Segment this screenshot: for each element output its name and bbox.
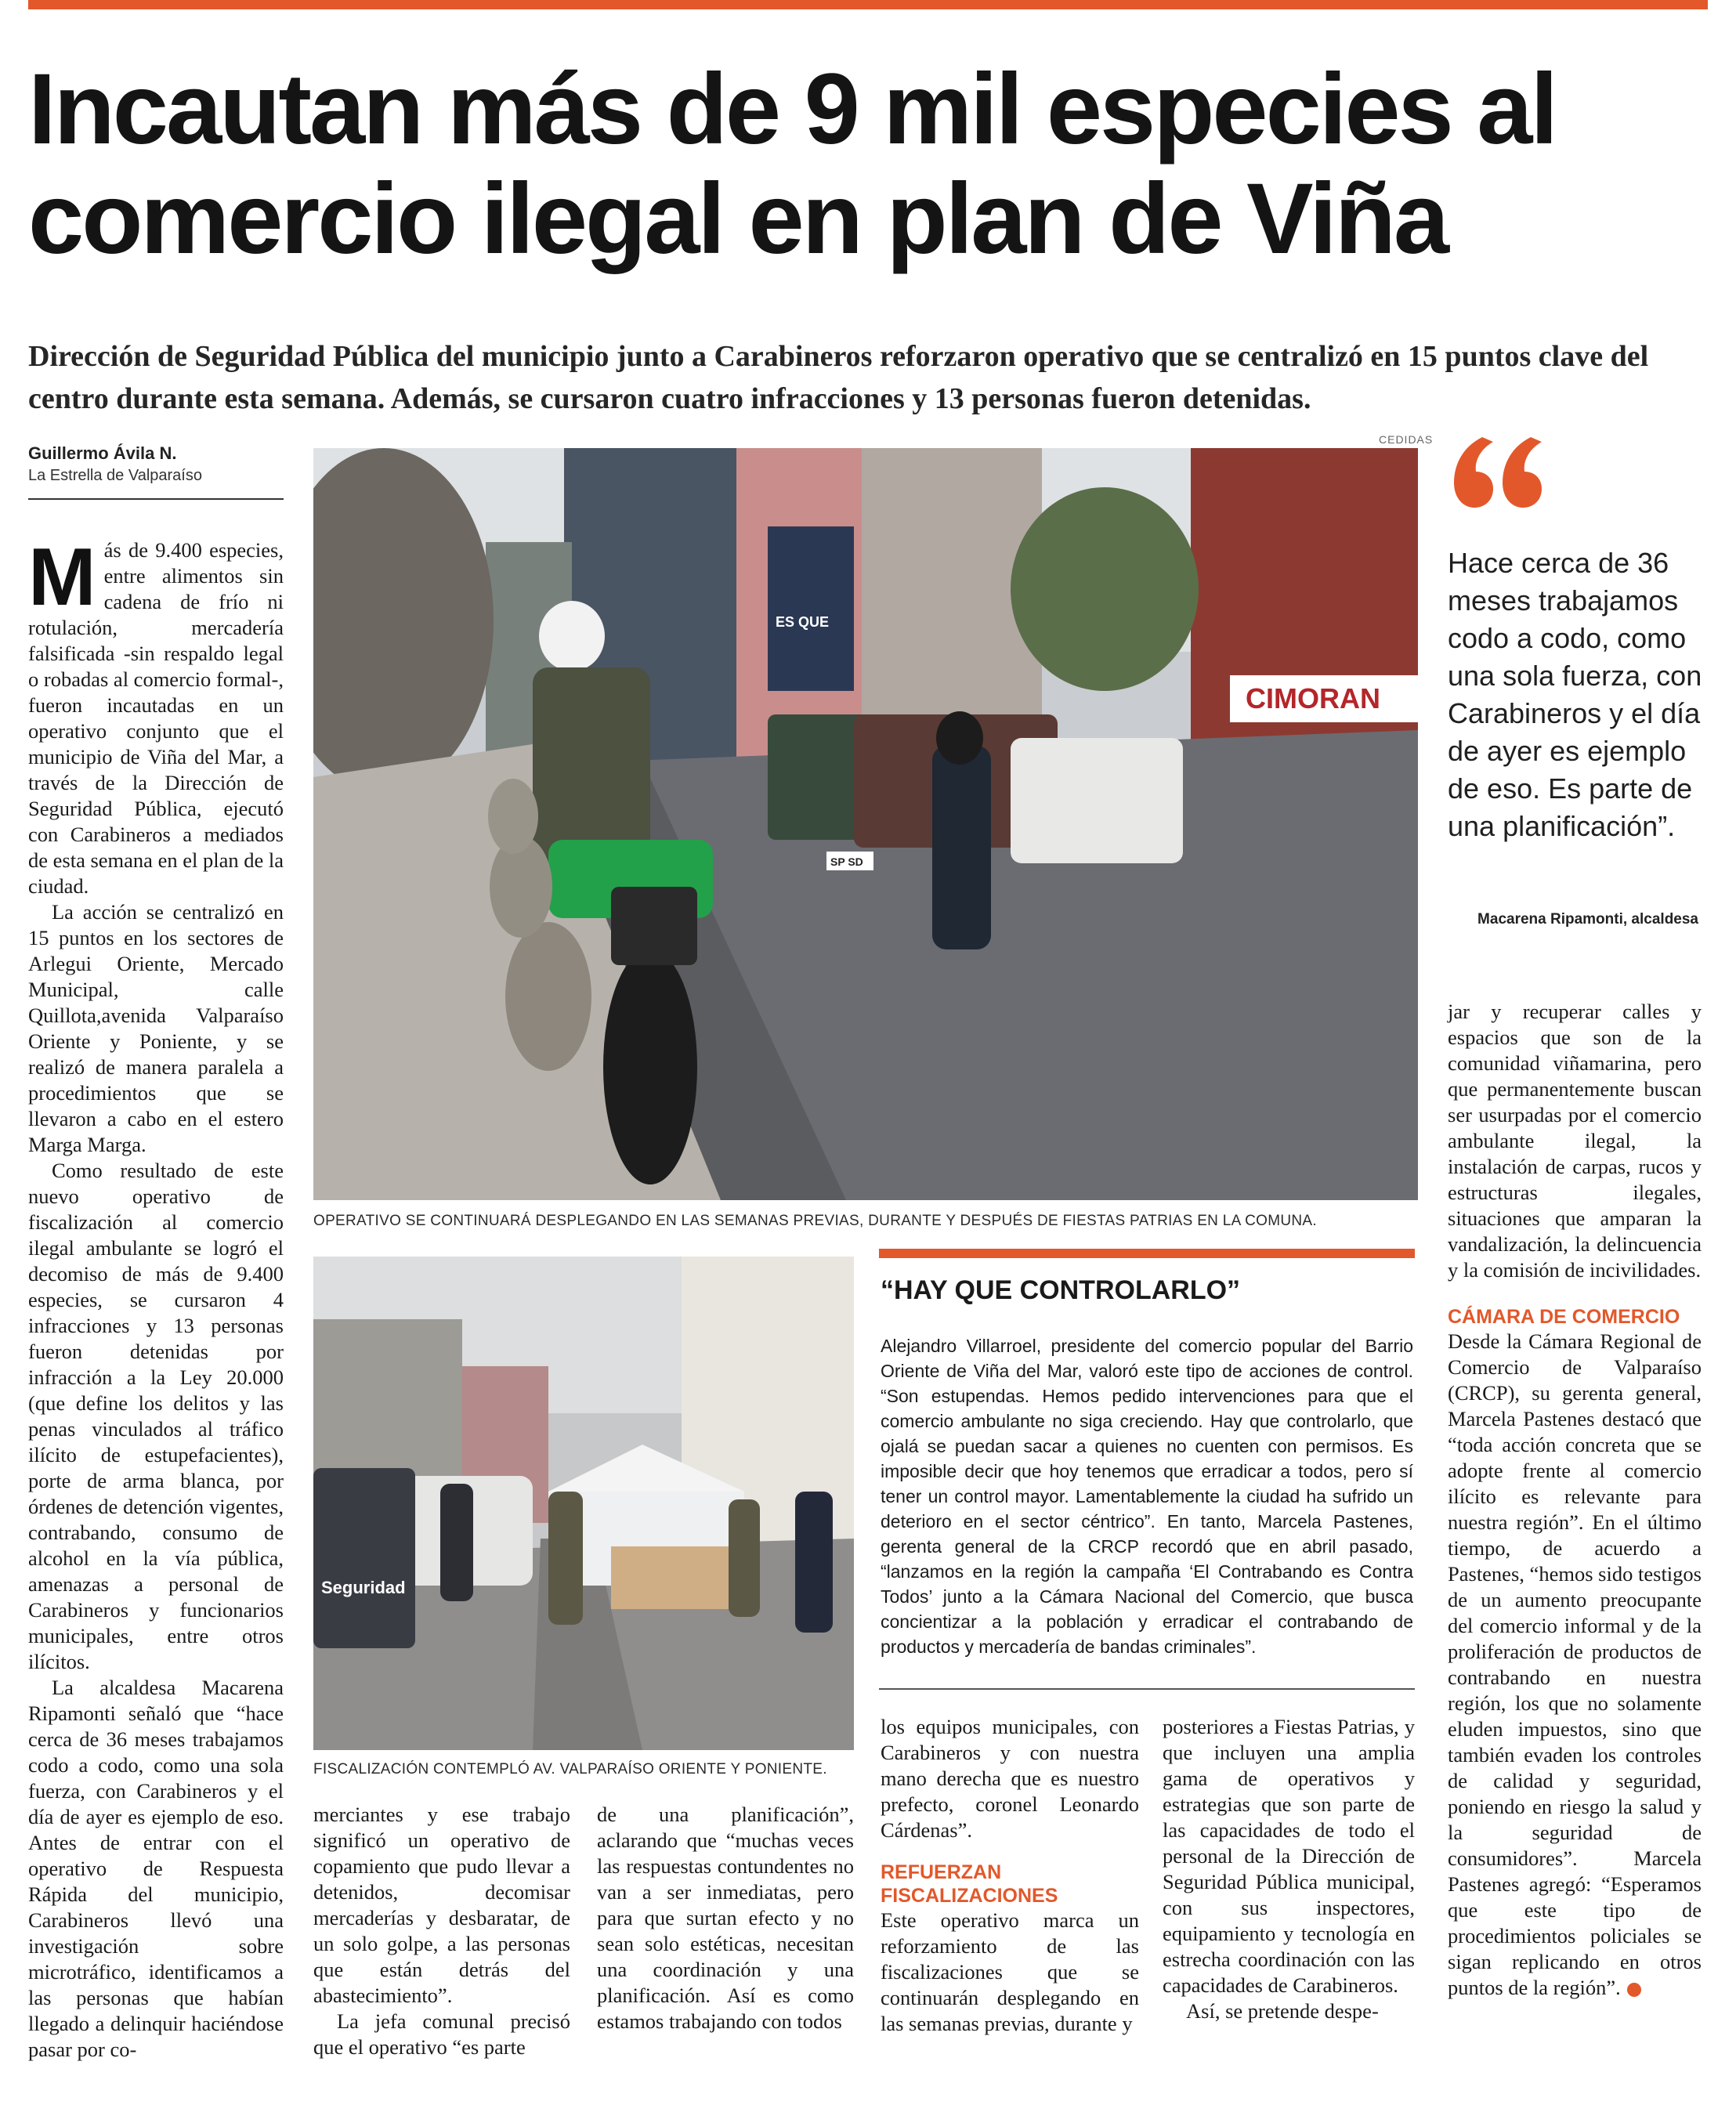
article-column-6 — [1448, 999, 1702, 2001]
paragraph: La jefa comunal precisó que el operativo “es parte — [313, 2009, 570, 2059]
drop-cap: M — [28, 532, 96, 623]
paragraph: Así, se pretende despe- — [1186, 1999, 1379, 2023]
paragraph-text: ás de 9.400 especies, entre alimentos sin cadena de frío ni rotulación, mercadería falsificada -sin respaldo legal o robadas al comercio formal-, fueron incautadas en un operativo conjunto que el municipio de Viña del Mar, a través de la Dirección de Seguridad Pública, ejecutó con Carabineros a mediados de esta semana en el plan de la ciudad. — [28, 538, 284, 898]
paragraph — [1448, 1329, 1702, 2001]
store-sign-text: CIMORAN — [1246, 682, 1380, 714]
box-bottom-rule — [879, 1688, 1415, 1690]
paragraph: Como resultado de este nuevo operativo de fiscalización al comercio ilegal ambulante se logró el decomiso de más de 9.400 especies, se cursaron 4 infracciones y 13 personas fueron detenidas por infracción a la Ley 20.000 (que define los delitos y las penas vinculados al tráfico ilícito de estupefacientes), porte de arma blanca, por órdenes de detención vigentes, contrabando, consumo de alcohol en la vía pública, amenazas a personal de Carabineros y funcionarios municipales, entre otros ilícitos. — [28, 1159, 284, 1673]
byline-divider — [28, 498, 284, 500]
paragraph-text: Desde la Cámara Regional de Comercio de Valparaíso (CRCP), su gerenta general, Marcela Pastenes destacó que “toda acción concreta que se adopte frente al comercio ilícito es relevante para nuestra región”. En el último tiempo, de acuerdo a Pastenes, “hemos sido testigos de un aumento preocupante del comercio informal y de la proliferación de productos de contrabando en nuestra región, los que no solamente eluden impuestos, sino que también evaden los controles de calidad y seguridad, poniendo en riesgo la salud y la seguridad de consumidores”. Marcela Pastenes agregó: “Esperamos que este tipo de procedimientos policiales se sigan replicando en otros puntos de la región”. — [1448, 1329, 1702, 1999]
article-column-1 — [28, 532, 284, 2063]
license-plate-text: SP SD — [830, 855, 863, 868]
billboard-text: ES QUE — [776, 614, 830, 630]
paragraph: La acción se centralizó en 15 puntos en los sectores de Arlegui Oriente, Mercado Municipal, calle Quillota,avenida Valparaíso Oriente y Poniente, y se realizó de manera paralela a procedimientos que se llevaron a cabo en el estero Marga Marga. — [28, 900, 284, 1156]
subtitle: Dirección de Seguridad Pública del municipio junto a Carabineros reforzaron operativo que se centralizó en 15 puntos clave del centro durante esta semana. Además, se cursaron cuatro infracciones y 13 personas fueron detenidas. — [28, 340, 1649, 415]
section-subhead: REFUERZAN FISCALIZACIONES — [881, 1861, 1058, 1907]
box-text: Alejandro Villarroel, presidente del comercio popular del Barrio Oriente de Viña del Mar, valoró este tipo de acciones de control. “Son estupendas. Hemos pedido intervenciones para que el comercio ambulante no siga creciendo. Hay que controlarlo, que ojalá se puedan sacar a quienes no cuenten con permisos. Es imposible decir que hoy tenemos que erradicar a todos, pero sí tener un control mayor. Lamentablemente la ciudad ha sufrido un deterioro en el sector céntrico”. En tanto, Marcela Pastenes, gerenta general de la CRCP recordó que en abril pasado, “lanzamos en la región la campaña ‘El Contrabando es Contra Todos’ junto a la Cámara Nacional del Comercio, que busca concientizar a la población y erradicar el contrabando de productos y mercadería de bandas criminales”. — [881, 1336, 1413, 1657]
paragraph: jar y recuperar calles y espacios que son de la comunidad viñamarina, pero que permanentemente buscan ser usurpadas por el comercio ambulante ilegal, la instalación de carpas, rucos y estructuras ilegales, situaciones que amparan la vandalización, la delincuencia y la comisión de incivilidades. — [1448, 1000, 1702, 1282]
paragraph: merciantes y ese trabajo significó un operativo de copamiento que pudo llevar a detenidos, decomisar mercaderías y desbaratar, de un solo golpe, a las personas que están detrás del abastecimiento”. — [313, 1803, 570, 2007]
pull-quote-text: Hace cerca de 36 meses trabajamos codo a codo, como una sola fuerza, con Carabineros y el día de ayer es ejemplo de eso. Es parte de una planificación”. — [1448, 547, 1702, 842]
article-column-3 — [597, 1802, 854, 2034]
section-subhead: CÁMARA DE COMERCIO — [1448, 1306, 1680, 1328]
paragraph: La alcaldesa Macarena Ripamonti señaló que “hace cerca de 36 meses trabajamos codo a codo, como una sola fuerza, con Carabineros y el día de ayer es ejemplo de eso. Antes de entrar con el operativo de Respuesta Rápida del municipio, Carabineros llevó una investigación sobre microtráfico, identificamos a las personas que habían llegado a delinquir haciéndose pasar por co- — [28, 1676, 284, 2061]
top-accent-bar — [28, 0, 1708, 9]
paragraph: posteriores a Fiestas Patrias, y que incluyen una amplia gama de operativos y estrategias que son parte de las capacidades de todo el personal de la Dirección de Seguridad Pública municipal, con sus inspectores, equipamiento y tecnología en estrecha coordinación con las capacidades de Carabineros. — [1163, 1715, 1415, 1997]
quote-mark-icon — [1448, 423, 1550, 517]
article-column-4 — [881, 1714, 1139, 2037]
article-column-5 — [1163, 1714, 1415, 2024]
photo-credit: CEDIDAS — [1379, 433, 1434, 446]
byline-publication: La Estrella de Valparaíso — [28, 467, 202, 484]
pull-quote-attribution: Macarena Ripamonti, alcaldesa — [1477, 911, 1698, 928]
main-photo-caption: OPERATIVO SE CONTINUARÁ DESPLEGANDO EN LAS SEMANAS PREVIAS, DURANTE Y DESPUÉS DE FIESTAS PATRIAS EN LA COMUNA. — [313, 1213, 1317, 1229]
secondary-photo-caption: FISCALIZACIÓN CONTEMPLÓ AV. VALPARAÍSO ORIENTE Y PONIENTE. — [313, 1761, 827, 1777]
street-scene-image — [313, 448, 1418, 1200]
lead-paragraph — [28, 532, 284, 899]
main-photo — [313, 448, 1418, 1200]
paragraph: Este operativo marca un reforzamiento de las fiscalizaciones que se continuarán desplegando en las semanas previas, durante y — [881, 1908, 1139, 2035]
article-column-2 — [313, 1802, 570, 2060]
van-sign-text: Seguridad — [321, 1578, 406, 1597]
box-accent-rule — [879, 1249, 1415, 1258]
end-mark-icon — [1627, 1983, 1641, 1997]
secondary-photo — [313, 1257, 854, 1750]
headline: Incautan más de 9 mil especies al comercio ilegal en plan de Viña — [28, 53, 1556, 275]
paragraph: de una planificación”, aclarando que “muchas veces las respuestas contundentes no van a ser inmediatas, pero para que surtan efecto y no sean solo estéticas, necesitan una coordinación y una planificación. Así es como estamos trabajando con todos — [597, 1803, 854, 2033]
box-title: “HAY QUE CONTROLARLO” — [881, 1275, 1241, 1305]
byline-author: Guillermo Ávila N. — [28, 443, 177, 463]
fiscalization-scene-image — [313, 1257, 854, 1750]
paragraph: los equipos municipales, con Carabineros y con nuestra mano derecha que es nuestro prefecto, coronel Leonardo Cárdenas”. — [881, 1715, 1139, 1842]
